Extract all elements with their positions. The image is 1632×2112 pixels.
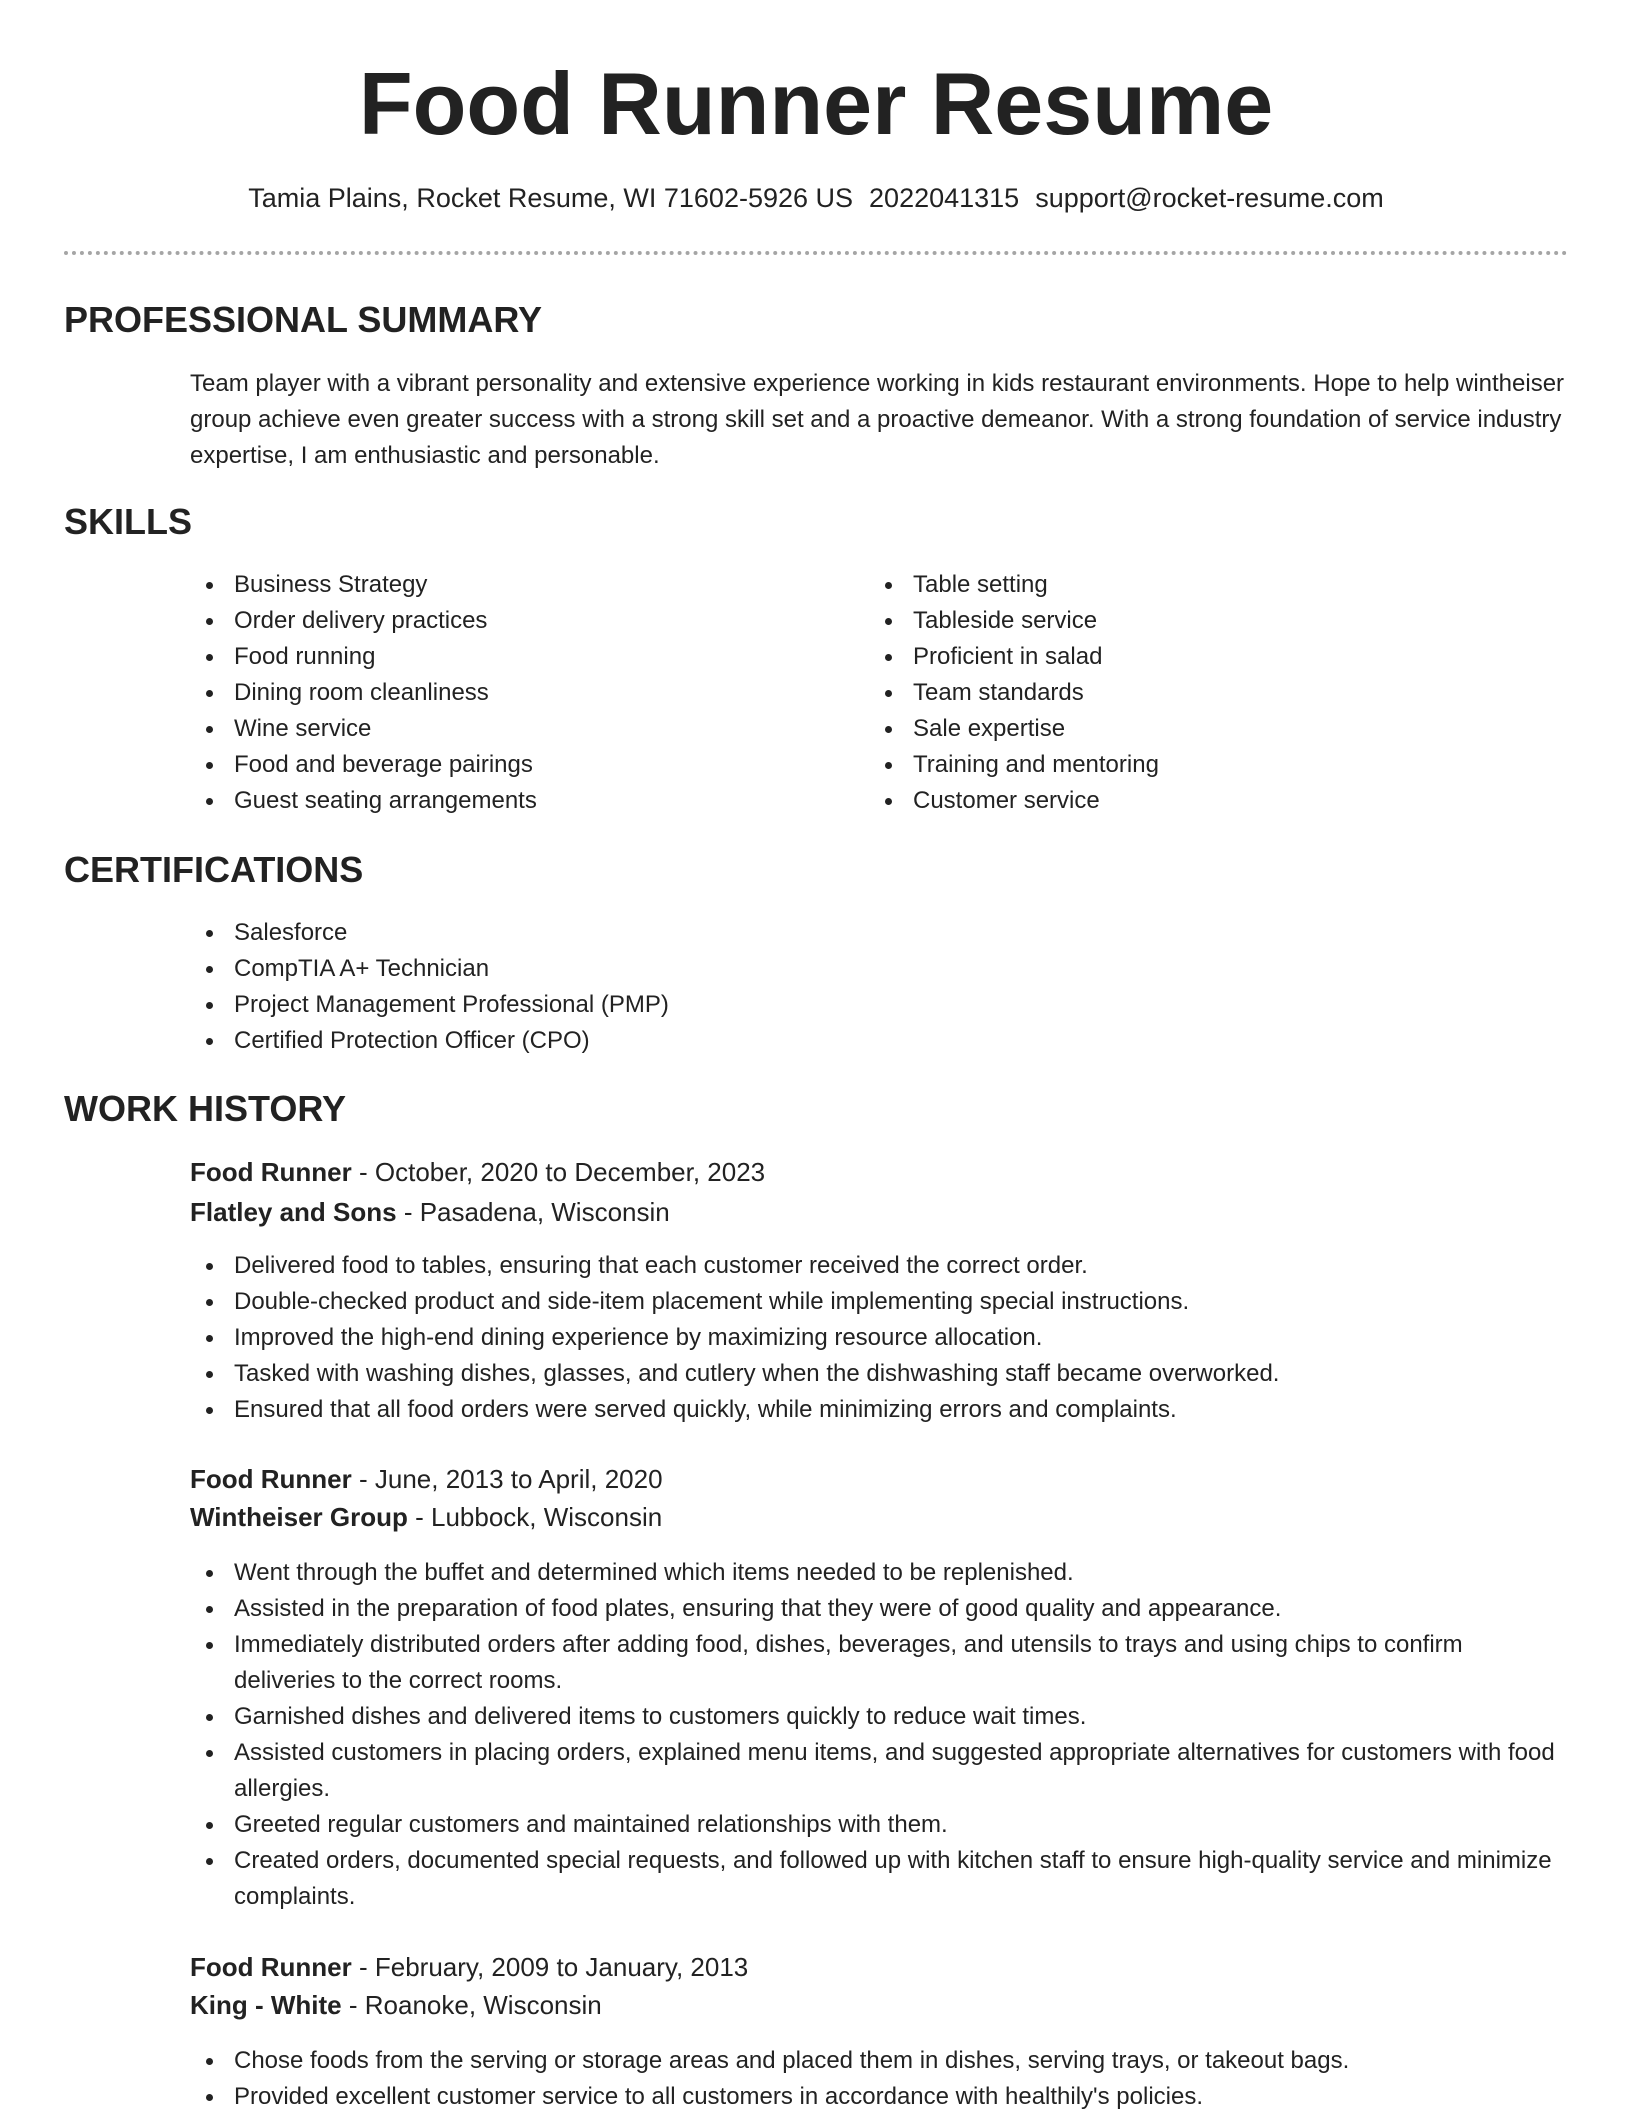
contact-phone: 2022041315	[869, 183, 1020, 213]
skills-list-right	[869, 567, 1509, 819]
job-title-line	[190, 1461, 663, 1497]
job-bullet: Went through the buffet and determined which items needed to be replenished.	[190, 1555, 1568, 1591]
job-bullet: Ensured that all food orders were served quickly, while minimizing errors and complaints.	[190, 1392, 1568, 1428]
job-company: King - White	[190, 1990, 342, 2020]
job-location: - Roanoke, Wisconsin	[341, 1990, 602, 2020]
summary-text: Team player with a vibrant personality and extensive experience working in kids restaurant environments. Hope to help wintheiser group achieve even greater success with a strong skill set and a proactive demeanor. With a strong foundation of service industry expertise, I am enthusiastic and personable.	[190, 370, 1565, 469]
job-dates: - February, 2009 to January, 2013	[351, 1952, 749, 1982]
skill-item: Customer service	[869, 783, 1509, 819]
job-title-line	[190, 1154, 765, 1190]
job-title-line	[190, 1949, 748, 1985]
job-bullet: Double-checked product and side-item placement while implementing special instructions.	[190, 1284, 1568, 1320]
job-bullet: Improved the high-end dining experience by maximizing resource allocation.	[190, 1320, 1568, 1356]
skill-item: Sale expertise	[869, 711, 1509, 747]
skill-item: Training and mentoring	[869, 747, 1509, 783]
job-bullet: Assisted in the preparation of food plates, ensuring that they were of good quality and appearance.	[190, 1591, 1568, 1627]
certification-item: Project Management Professional (PMP)	[190, 987, 1568, 1023]
work-history-heading: WORK HISTORY	[64, 1088, 347, 1129]
job-title: Food Runner	[190, 1952, 352, 1982]
job-bullet: Garnished dishes and delivered items to customers quickly to reduce wait times.	[190, 1699, 1568, 1735]
contact-email: support@rocket-resume.com	[1035, 183, 1384, 213]
job-bullet: Assisted customers in placing orders, explained menu items, and suggested appropriate alternatives for customers with food allergies.	[190, 1735, 1568, 1807]
skills-list-left	[190, 567, 830, 819]
job-title: Food Runner	[190, 1464, 352, 1494]
contact-line	[0, 180, 1632, 216]
skill-item: Guest seating arrangements	[190, 783, 830, 819]
job-location: - Lubbock, Wisconsin	[407, 1502, 663, 1532]
resume-title: Food Runner Resume	[358, 54, 1274, 153]
skill-item: Tableside service	[869, 603, 1509, 639]
summary-heading: PROFESSIONAL SUMMARY	[64, 299, 543, 340]
job-title: Food Runner	[190, 1157, 352, 1187]
skill-item: Order delivery practices	[190, 603, 830, 639]
skill-item: Dining room cleanliness	[190, 675, 830, 711]
skill-item: Wine service	[190, 711, 830, 747]
certification-item: Salesforce	[190, 915, 1568, 951]
certification-item: CompTIA A+ Technician	[190, 951, 1568, 987]
skill-item: Table setting	[869, 567, 1509, 603]
job-dates: - October, 2020 to December, 2023	[351, 1157, 766, 1187]
skill-item: Business Strategy	[190, 567, 830, 603]
job-company-line	[190, 1194, 670, 1230]
job-bullet: Tasked with washing dishes, glasses, and cutlery when the dishwashing staff became overworked.	[190, 1356, 1568, 1392]
certifications-list	[190, 915, 1568, 1059]
job-dates: - June, 2013 to April, 2020	[351, 1464, 663, 1494]
header-divider	[64, 251, 1568, 255]
job-bullets	[190, 1248, 1568, 1428]
skill-item: Proficient in salad	[869, 639, 1509, 675]
contact-address: Tamia Plains, Rocket Resume, WI 71602-5926 US	[248, 183, 854, 213]
job-bullets	[190, 1555, 1568, 1915]
job-bullet: Chose foods from the serving or storage areas and placed them in dishes, serving trays, or takeout bags.	[190, 2043, 1568, 2079]
job-company-line	[190, 1499, 662, 1535]
job-company: Wintheiser Group	[190, 1502, 408, 1532]
job-company-line	[190, 1987, 602, 2023]
job-bullet: Immediately distributed orders after adding food, dishes, beverages, and utensils to trays and using chips to confirm deliveries to the correct rooms.	[190, 1627, 1568, 1699]
job-bullet: Delivered food to tables, ensuring that each customer received the correct order.	[190, 1248, 1568, 1284]
job-company: Flatley and Sons	[190, 1197, 397, 1227]
job-bullet: Greeted regular customers and maintained relationships with them.	[190, 1807, 1568, 1843]
skill-item: Food and beverage pairings	[190, 747, 830, 783]
certifications-heading: CERTIFICATIONS	[64, 849, 364, 890]
skill-item: Team standards	[869, 675, 1509, 711]
job-bullet: Created orders, documented special requests, and followed up with kitchen staff to ensure high-quality service and minimize complaints.	[190, 1843, 1568, 1915]
certification-item: Certified Protection Officer (CPO)	[190, 1023, 1568, 1059]
job-location: - Pasadena, Wisconsin	[396, 1197, 670, 1227]
skill-item: Food running	[190, 639, 830, 675]
job-bullets	[190, 2043, 1568, 2112]
job-bullet: Provided excellent customer service to all customers in accordance with healthily's policies.	[190, 2079, 1568, 2112]
skills-heading: SKILLS	[64, 501, 193, 542]
